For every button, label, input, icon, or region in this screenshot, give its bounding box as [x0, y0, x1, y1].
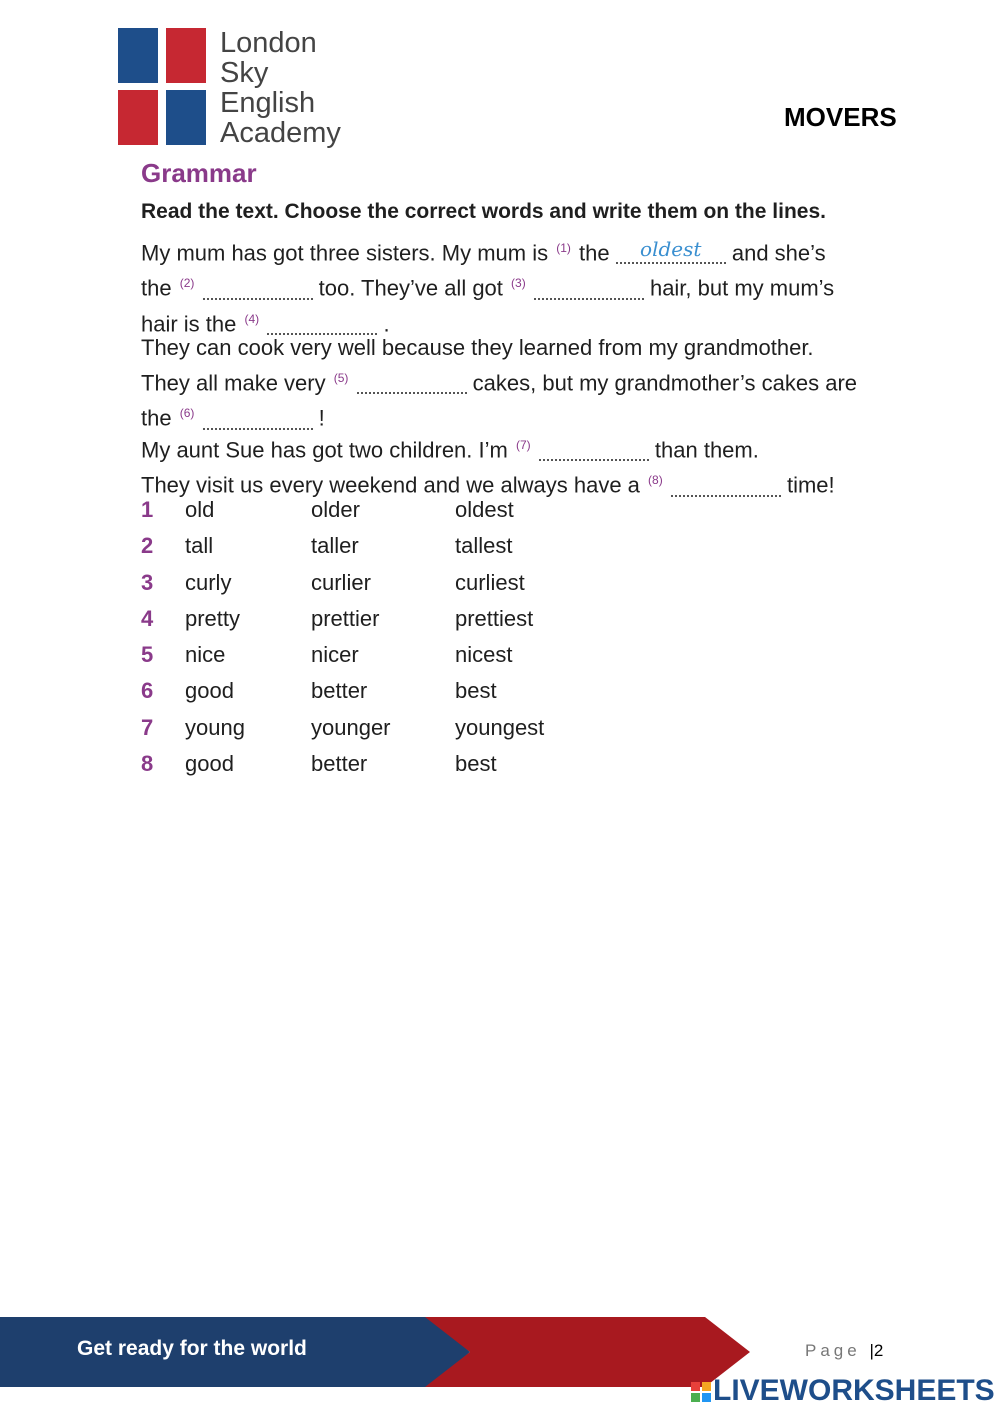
gap-number: (5)	[333, 371, 349, 385]
option-word: oldest	[455, 497, 514, 522]
logo-block-l	[118, 28, 158, 83]
option-number: 7	[141, 714, 154, 740]
level-label: MOVERS	[784, 102, 897, 132]
liveworksheets-logo-icon	[691, 1376, 711, 1396]
option-word: pretty	[185, 605, 241, 631]
liveworksheets-brand: LIVEWORKSHEETS	[691, 1374, 995, 1408]
option-word: younger	[311, 714, 391, 740]
gap-number: (2)	[179, 276, 195, 291]
option-word: better	[311, 678, 368, 704]
gap-number: (7)	[515, 438, 531, 452]
option-word: tallest	[455, 533, 513, 559]
option-word: good	[185, 678, 234, 704]
option-word: curlier	[311, 569, 371, 595]
page-number: Page |2	[805, 1341, 884, 1360]
logo-block-e	[118, 90, 158, 145]
option-word: tall	[185, 533, 214, 559]
option-number: 6	[141, 678, 154, 704]
option-word: curly	[185, 569, 232, 595]
option-word: nicest	[455, 642, 513, 668]
instruction: Read the text. Choose the correct words and write them on the lines.	[141, 200, 826, 223]
gap-number: (4)	[244, 311, 260, 326]
option-word: curliest	[455, 569, 525, 595]
logo-line: Academy	[220, 117, 341, 149]
option-number: 4	[141, 605, 154, 631]
option-number: 5	[141, 642, 154, 668]
option-word: older	[311, 497, 360, 522]
option-word: good	[185, 751, 234, 777]
option-number: 2	[141, 533, 154, 559]
logo-block-a	[166, 90, 206, 145]
gap-8-input[interactable]	[671, 473, 781, 497]
option-word: nicer	[311, 642, 359, 668]
logo-block-s	[166, 28, 206, 83]
gap-3-input[interactable]	[534, 276, 644, 300]
option-word: best	[455, 678, 497, 704]
option-word: better	[311, 751, 368, 777]
option-word: best	[455, 751, 497, 777]
option-word: taller	[311, 533, 359, 559]
gap-5-input[interactable]	[357, 370, 467, 394]
gap-2-input[interactable]	[203, 276, 313, 300]
gap-7-input[interactable]	[539, 437, 649, 461]
paragraph-3: My aunt Sue has got two children. I’m $^{(7)}$ than them. They visit us every weekend and we always have a $^{(8)}$ time!	[141, 437, 835, 498]
option-word: old	[185, 497, 215, 522]
logo-line: London	[220, 27, 317, 59]
option-word: nice	[185, 642, 226, 668]
section-title: Grammar	[141, 158, 257, 188]
option-word: prettier	[311, 605, 380, 631]
gap-number: (8)	[648, 473, 663, 488]
option-number: 3	[141, 569, 154, 595]
paragraph-2: They can cook very well because they learned from my grandmother. They all make very $^{(5)}$ cakes, but my grandmother’s cakes are the $^{(6)}$ !	[141, 335, 858, 431]
gap-6-input[interactable]	[203, 406, 313, 430]
paragraph-1: My mum has got three sisters. My mum is $^{(1)}$ the oldest and she’s the $^{(2)}$ too. They’ve all got $^{(3)}$ hair, but my mum’s hair is the $^{(4)}$ .	[141, 233, 941, 339]
gap-1-answer	[616, 237, 726, 264]
option-word: youngest	[455, 714, 545, 740]
gap-number: (1)	[556, 241, 571, 255]
gap-number: (6)	[179, 406, 195, 421]
gap-number: (3)	[511, 276, 526, 291]
footer-tagline: Get ready for the world	[77, 1337, 307, 1360]
logo-wordmark	[220, 28, 341, 148]
logo-line: Sky	[220, 57, 269, 89]
option-word: prettiest	[455, 605, 534, 631]
academy-logo	[118, 28, 363, 153]
option-number: 1	[141, 497, 154, 522]
option-word: young	[185, 714, 245, 740]
logo-line: English	[220, 87, 316, 119]
example-answer: oldest	[640, 237, 702, 262]
option-number: 8	[141, 751, 154, 777]
